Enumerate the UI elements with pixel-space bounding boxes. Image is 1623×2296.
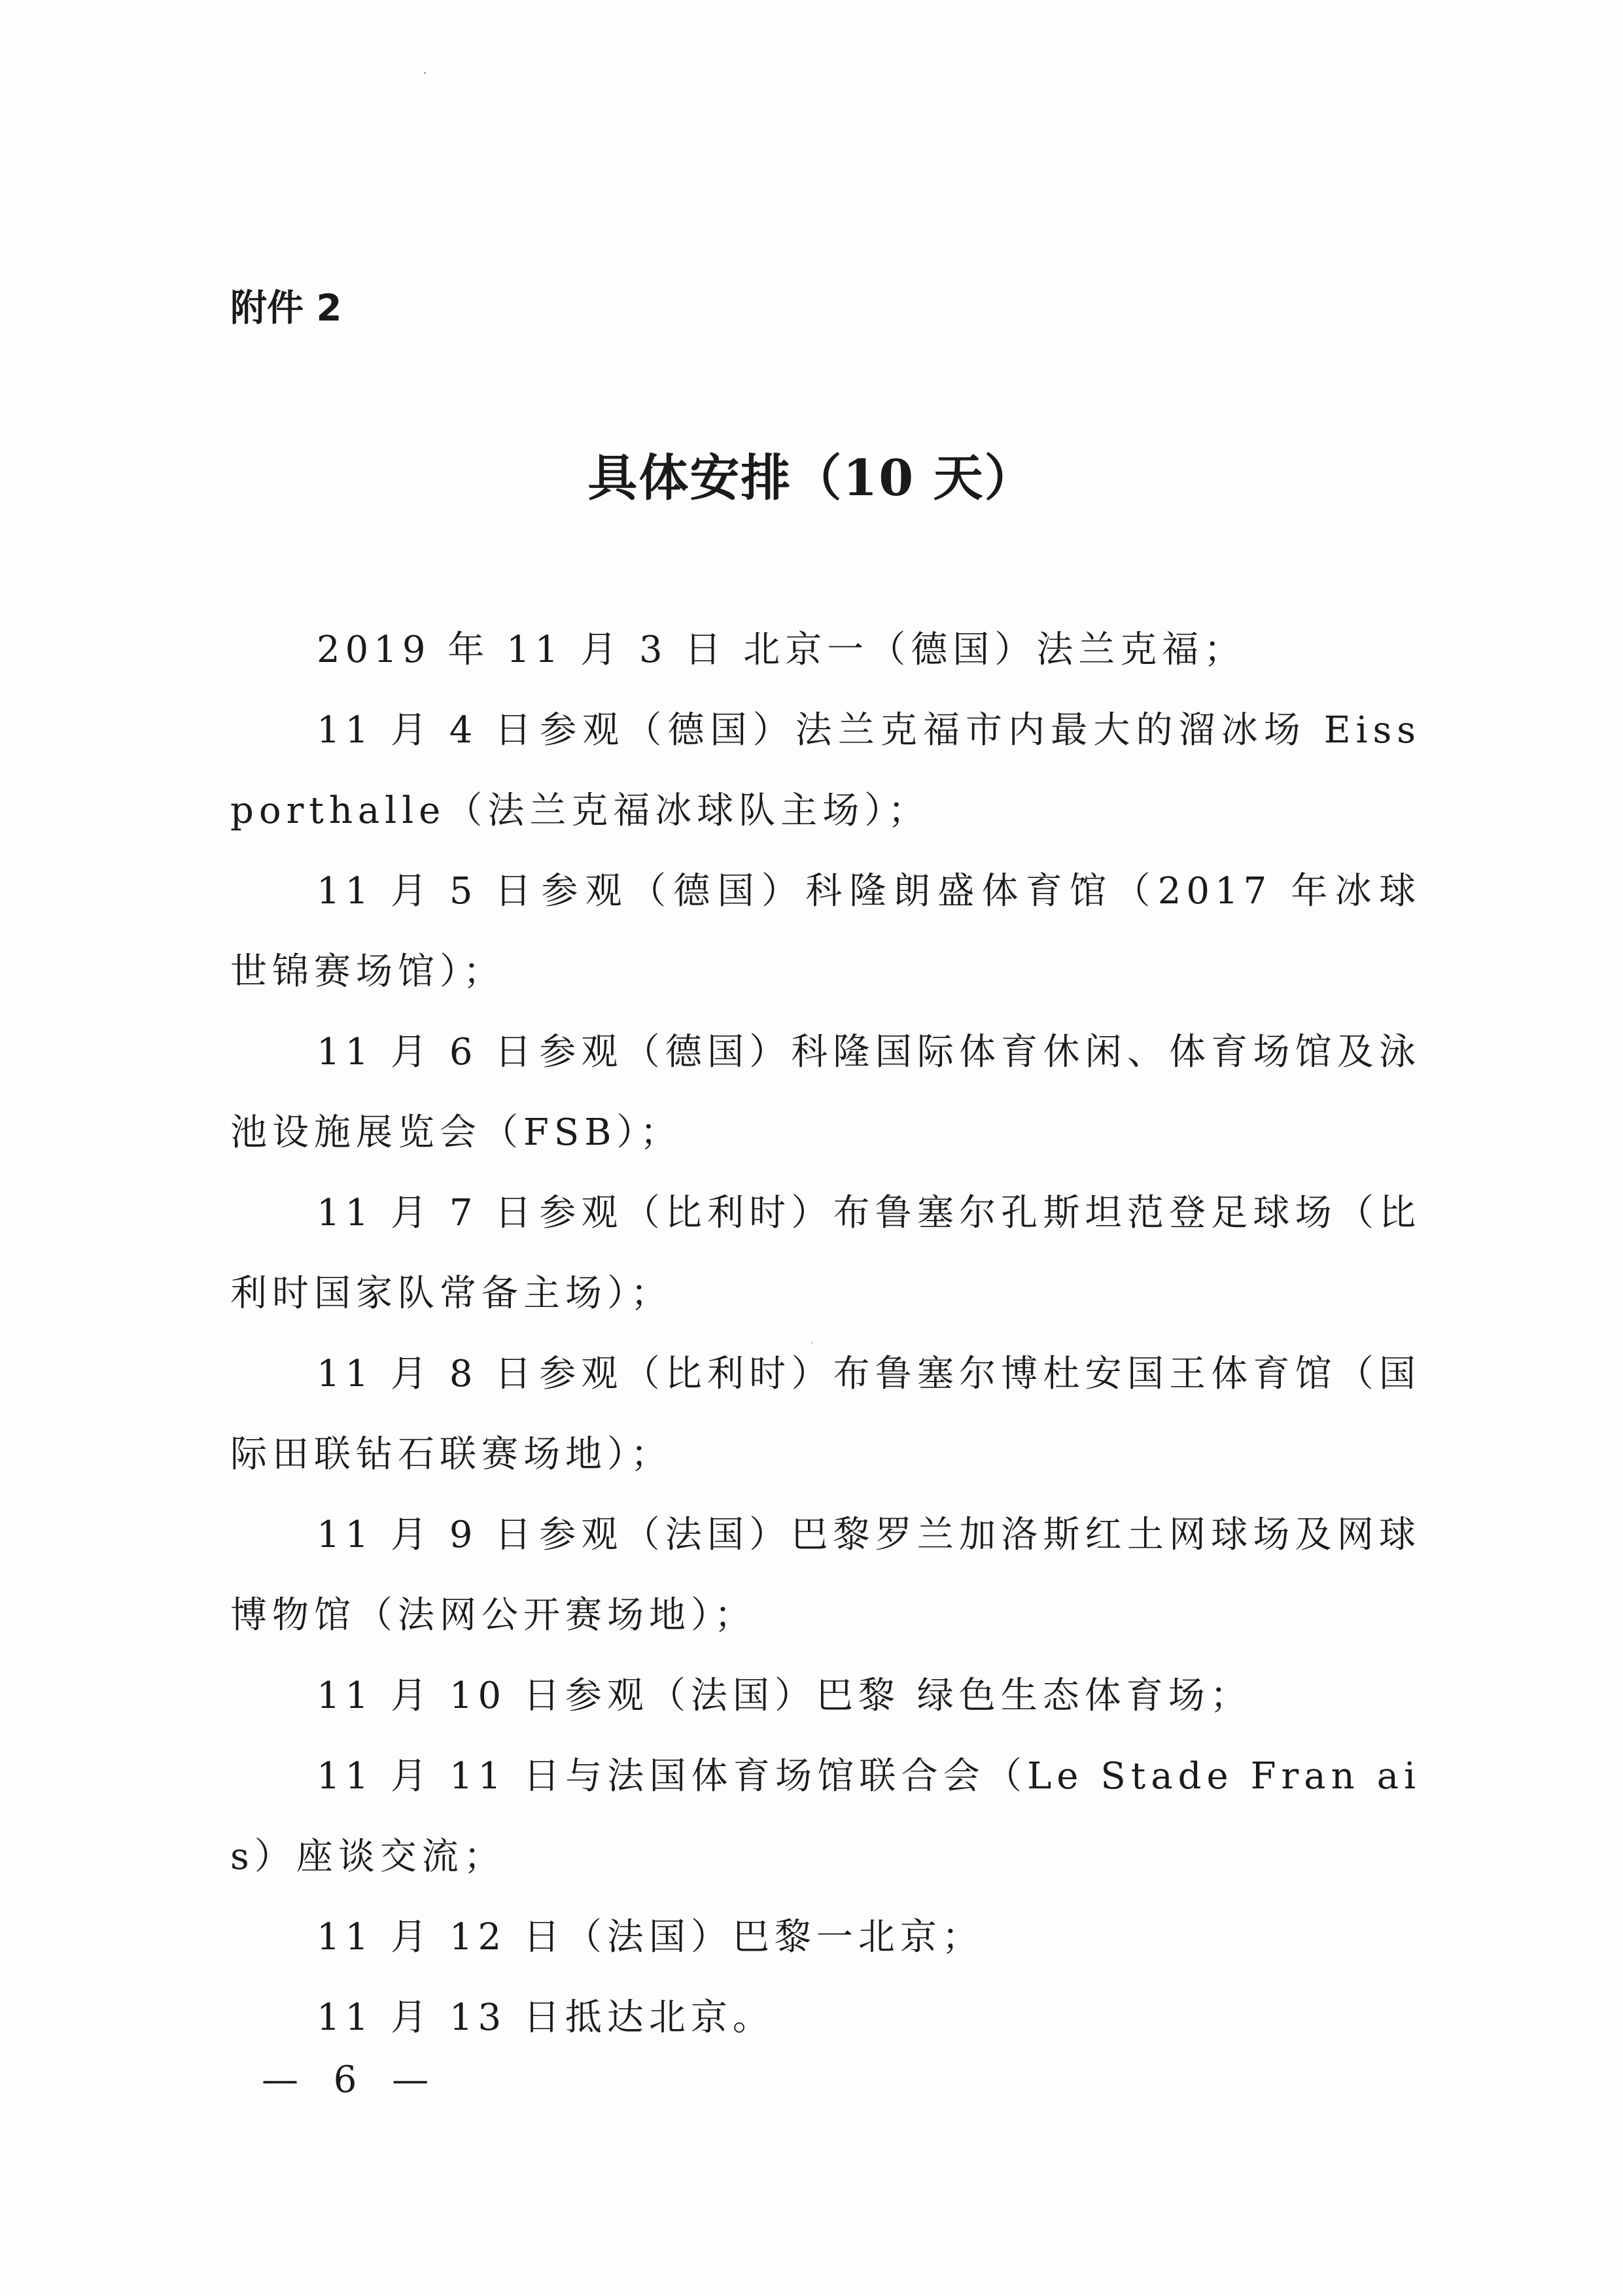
schedule-item [230, 690, 1421, 851]
schedule-date: 2019 年 11 月 3 日 [317, 629, 727, 671]
schedule-date: 11 月 8 日 [317, 1353, 537, 1395]
scan-speck [424, 72, 426, 74]
schedule-text: 抵达北京。 [565, 1996, 775, 2039]
schedule-text: 参观（德国）科隆朗盛体育馆（2017 年冰球世锦赛场馆）； [230, 870, 1421, 993]
page-number: — 6 — [262, 2059, 441, 2101]
schedule-item [230, 1736, 1421, 1897]
schedule-text: 参观（比利时）布鲁塞尔孔斯坦范登足球场（比利时国家队常备主场）； [230, 1192, 1421, 1315]
schedule-item [230, 1656, 1421, 1736]
schedule-item [230, 610, 1421, 690]
schedule-date: 11 月 7 日 [317, 1192, 537, 1234]
schedule-text: （法国）巴黎一北京； [565, 1916, 984, 1958]
schedule-date: 11 月 6 日 [317, 1031, 537, 1073]
page-title: 具体安排（10 天） [587, 449, 1036, 507]
schedule-text: 参观（比利时）布鲁塞尔博杜安国王体育馆（国际田联钻石联赛场地）； [230, 1353, 1421, 1476]
schedule-date: 11 月 10 日 [317, 1675, 565, 1717]
schedule-date: 11 月 11 日 [317, 1755, 565, 1798]
schedule-item [230, 1173, 1421, 1334]
schedule-date: 11 月 4 日 [317, 709, 537, 752]
scan-speck [811, 1342, 812, 1344]
schedule-list [230, 610, 1421, 2058]
schedule-date: 11 月 13 日 [317, 1996, 565, 2039]
schedule-item [230, 851, 1421, 1012]
schedule-text: 与法国体育场馆联合会（Le Stade Fran ais）座谈交流； [230, 1755, 1421, 1878]
schedule-text: 参观（德国）科隆国际体育休闲、体育场馆及泳池设施展览会（FSB）； [230, 1031, 1421, 1154]
schedule-date: 11 月 12 日 [317, 1916, 565, 1958]
schedule-item [230, 1012, 1421, 1173]
schedule-text: 参观（德国）法兰克福市内最大的溜冰场 Eissporthalle（法兰克福冰球队主场）； [230, 709, 1421, 832]
schedule-item [230, 1977, 1421, 2058]
schedule-text: 参观（法国）巴黎罗兰加洛斯红土网球场及网球博物馆（法网公开赛场地）； [230, 1514, 1421, 1637]
schedule-text: 参观（法国）巴黎 绿色生态体育场； [565, 1675, 1252, 1717]
schedule-item [230, 1334, 1421, 1495]
attachment-label: 附件 2 [230, 287, 342, 330]
schedule-item [230, 1897, 1421, 1977]
schedule-item [230, 1495, 1421, 1656]
schedule-date: 11 月 9 日 [317, 1514, 537, 1556]
schedule-text: 北京一（德国）法兰克福； [743, 629, 1246, 671]
schedule-date: 11 月 5 日 [317, 870, 537, 913]
